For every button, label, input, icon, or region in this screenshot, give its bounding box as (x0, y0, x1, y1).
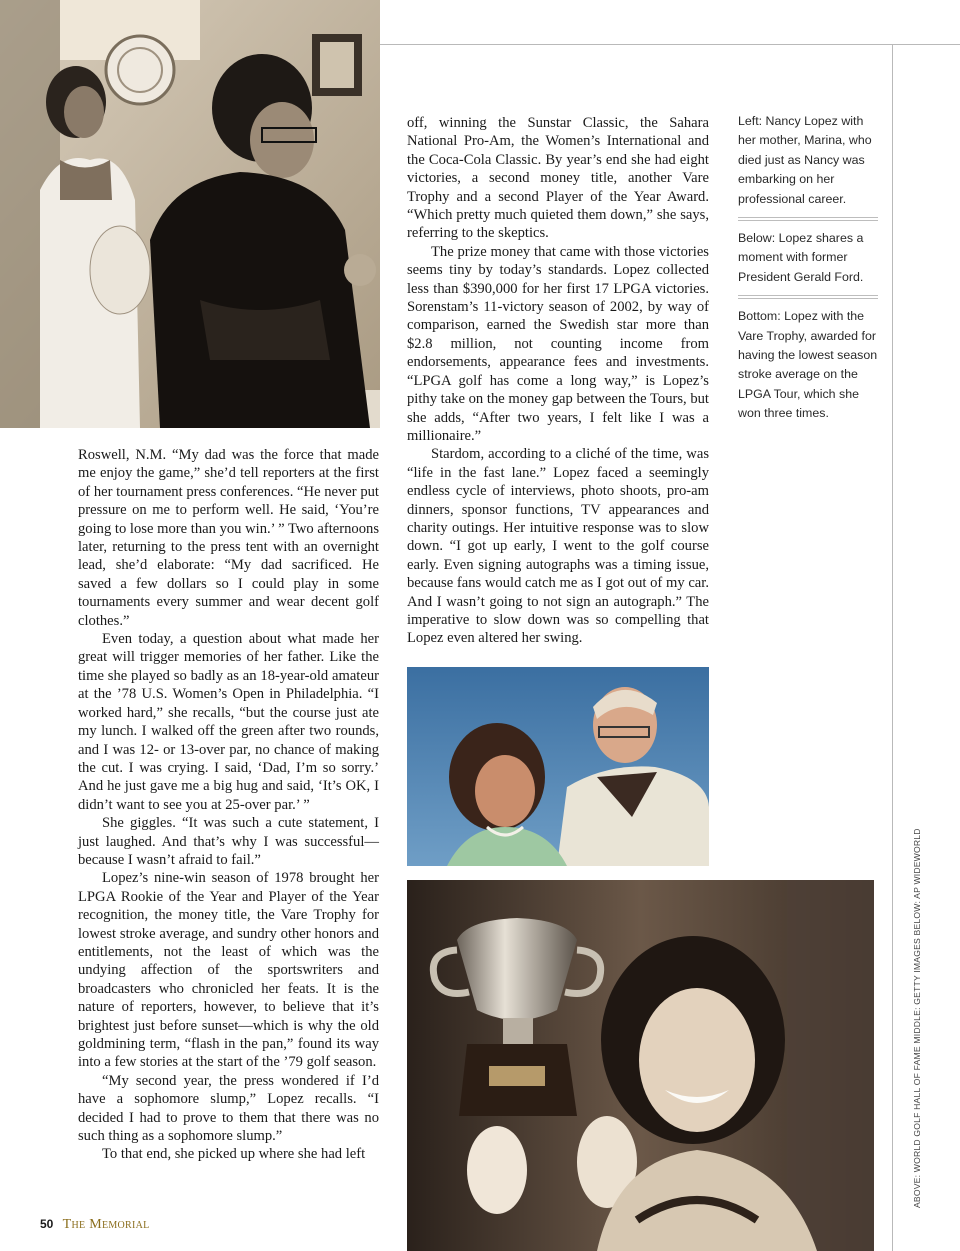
photo-lopez-with-vare-trophy (407, 880, 874, 1251)
caption-below: Below: Lopez shares a moment with former President Gerald Ford. (738, 231, 864, 284)
column2-paragraph: off, winning the Sunstar Classic, the Sahara National Pro-Am, the Women’s International and the Coca-Cola Classic. By year’s end she had eight victories, a second money title, another Vare Trophy and a second Player of the Year Award. “Which pretty much quieted them down,” she says, referring to the skeptics. (407, 115, 709, 242)
caption-divider (738, 295, 878, 299)
column1-paragraph: Roswell, N.M. “My dad was the force that made me enjoy the game,” she’d tell reporters at the first of her tournament press conferences. “He never put pressure on me to perform well. He said, ‘You’re going to lose more than you win.’ ” Two afternoons later, returning to the press tent with an overnight lead, she’d elaborate: “My dad sacrificed. He saved a few dollars so I could play in some tournaments every summer and wear decent golf clothes.” (78, 447, 379, 629)
photo-lopez-with-ford (407, 667, 709, 866)
column2-paragraph: The prize money that came with those victories seems tiny by today’s standards. Lopez collected less than $390,000 for her first 17 LPGA victories. Sorenstam’s 11-victory season of 2002, by way of comparison, earned the Swedish star more than $2.8 million, not counting income from endorsements, appearance fees and investments. “LPGA golf has come a long way,” is Lopez’s pithy take on the money gap between the Tours, but she adds, “After two years, I felt like I was a millionaire.” (407, 243, 709, 444)
column1-paragraph: She giggles. “It was such a cute statement, I just laughed. And that’s why I was successful—because I wasn’t afraid to fail.” (78, 815, 379, 868)
frame-rule-top (380, 44, 960, 45)
column1-paragraph: Even today, a question about what made her great will trigger memories of her father. Like the time she played so badly as an 18-year-old amateur at the ’78 U.S. Women’s Open in Philadelphia. “I worked hard,” she recalls, “but the course just ate my lunch. I walked off the green after two rounds, and I was 12- or 13-over par, no chance of making the cut. I was crying. I said, ‘Dad, I’m so sorry.’ And he just gave me a big hug and said, ‘It’s OK, I didn’t want to see you at 25-over par.’ ” (78, 631, 379, 813)
caption-column (738, 112, 878, 424)
caption-divider (738, 217, 878, 221)
column1-paragraph: “My second year, the press wondered if I’d have a sophomore slump,” Lopez recalls. “I decided I had to prove to them that there was no such thing as a sophomore slump.” (78, 1072, 379, 1145)
photo-lopez-with-mother (0, 0, 380, 428)
body-column-1 (78, 446, 379, 1164)
column1-paragraph: To that end, she picked up where she had left (102, 1146, 366, 1163)
photo-lopez-with-ford-image (407, 667, 709, 866)
body-column-2 (407, 114, 709, 648)
caption-left: Left: Nancy Lopez with her mother, Marina, who died just as Nancy was embarking on her professional career. (738, 114, 872, 206)
publication-name: The Memorial (62, 1217, 150, 1232)
frame-rule-right (892, 44, 893, 1251)
page-number: 50 (40, 1217, 54, 1231)
photo-lopez-with-mother-image (0, 0, 380, 428)
caption-bottom: Bottom: Lopez with the Vare Trophy, awarded for having the lowest season stroke average on the LPGA Tour, which she won three times. (738, 309, 878, 421)
photo-credit: ABOVE: WORLD GOLF HALL OF FAME MIDDLE: GETTY IMAGES BELOW: AP WIDEWORLD (912, 828, 922, 1208)
column2-paragraph: Stardom, according to a cliché of the time, was “life in the fast lane.” Lopez faced a seemingly endless cycle of interviews, photo shoots, pro-am dinners, sponsor functions, TV appearances and charity outings. Her intuitive response was to slow down. “I got up early, I went to the golf course early. Even signing autographs was a timing issue, because fans would catch me as I got out of my car. And I wasn’t going to not sign an autograph.” The imperative to slow down was so compelling that Lopez even altered her swing. (407, 446, 709, 647)
photo-lopez-with-vare-trophy-image (407, 880, 874, 1251)
page-footer (40, 1216, 150, 1233)
column1-paragraph: Lopez’s nine-win season of 1978 brought her LPGA Rookie of the Year and Player of the Year recognition, the money title, the Vare Trophy for lowest stroke average, and sundry other honors and entitlements, not the least of which was the undying affection of the sportswriters and broadcasters who chronicled her feats. It is the nature of reporters, however, to believe that it’s brightest just before sunset—which is why the old goldmining term, “flash in the pan,” found its way into a few stories at the start of the ’79 golf season. (78, 870, 379, 1071)
